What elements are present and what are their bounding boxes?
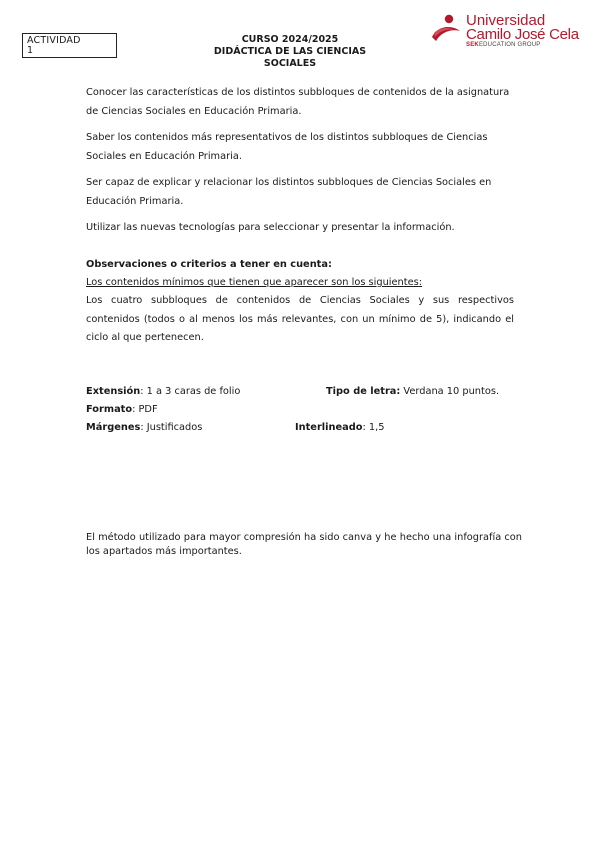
logo-line2: Camilo José Cela xyxy=(466,26,579,43)
spec-format xyxy=(86,403,158,417)
spec-extension xyxy=(86,385,240,399)
logo-line1: Universidad xyxy=(466,12,546,29)
logo-sub-rest: EDUCATION GROUP xyxy=(478,42,541,48)
university-logo xyxy=(430,13,580,53)
spec-line-spacing xyxy=(295,421,384,435)
spec-font-label: Tipo de letra: xyxy=(326,386,401,397)
spec-font-value: Verdana 10 puntos. xyxy=(400,386,500,397)
activity-label-box xyxy=(22,33,117,58)
spec-line-spacing-value: : 1,5 xyxy=(362,422,385,433)
spec-line-spacing-label: Interlineado xyxy=(295,422,363,433)
observations-body: Los cuatro subbloques de contenidos de Ciencias Sociales y sus respectivos contenidos (todos o al menos los más relevantes, con un mínimo de 5), indicando el ciclo al que pertenecen. xyxy=(86,295,514,343)
course-title xyxy=(190,34,390,70)
logo-sub-brand: SEK xyxy=(466,42,479,48)
activity-label: ACTIVIDAD xyxy=(27,35,81,46)
spec-extension-value: : 1 a 3 caras de folio xyxy=(140,386,241,397)
spec-format-label: Formato xyxy=(86,404,133,415)
logo-subtitle xyxy=(466,42,541,49)
objective-paragraph: Utilizar las nuevas tecnologías para seleccionar y presentar la información. xyxy=(86,222,455,233)
spec-margins xyxy=(86,421,202,435)
objective-paragraph: Conocer las características de los distintos subbloques de contenidos de la asignatura de Ciencias Sociales en Educación Primaria. xyxy=(86,87,510,117)
observations-subtitle-colon: : xyxy=(418,277,423,288)
ucjc-logo-icon xyxy=(430,13,462,43)
spec-font xyxy=(326,385,499,399)
course-year: CURSO 2024/2025 xyxy=(241,34,339,45)
objective-paragraph: Ser capaz de explicar y relacionar los distintos subbloques de Ciencias Sociales en Educación Primaria. xyxy=(86,177,492,207)
course-subject-line2: SOCIALES xyxy=(263,58,317,69)
spec-margins-value: : Justificados xyxy=(140,422,203,433)
observations-subtitle-text: Los contenidos mínimos que tienen que aparecer son los siguientes xyxy=(86,277,419,288)
observations-title: Observaciones o criterios a tener en cuenta: xyxy=(86,259,332,270)
objective-paragraph: Saber los contenidos más representativos de los distintos subbloques de Ciencias Sociales en Educación Primaria. xyxy=(86,132,488,162)
course-subject-line1: DIDÁCTICA DE LAS CIENCIAS xyxy=(213,46,367,57)
activity-number: 1 xyxy=(27,45,34,56)
method-note: El método utilizado para mayor compresión ha sido canva y he hecho una infografía con los apartados más importantes. xyxy=(86,532,522,557)
spec-extension-label: Extensión xyxy=(86,386,141,397)
observations-subtitle xyxy=(86,274,422,292)
spec-format-value: : PDF xyxy=(132,404,158,415)
spec-margins-label: Márgenes xyxy=(86,422,141,433)
